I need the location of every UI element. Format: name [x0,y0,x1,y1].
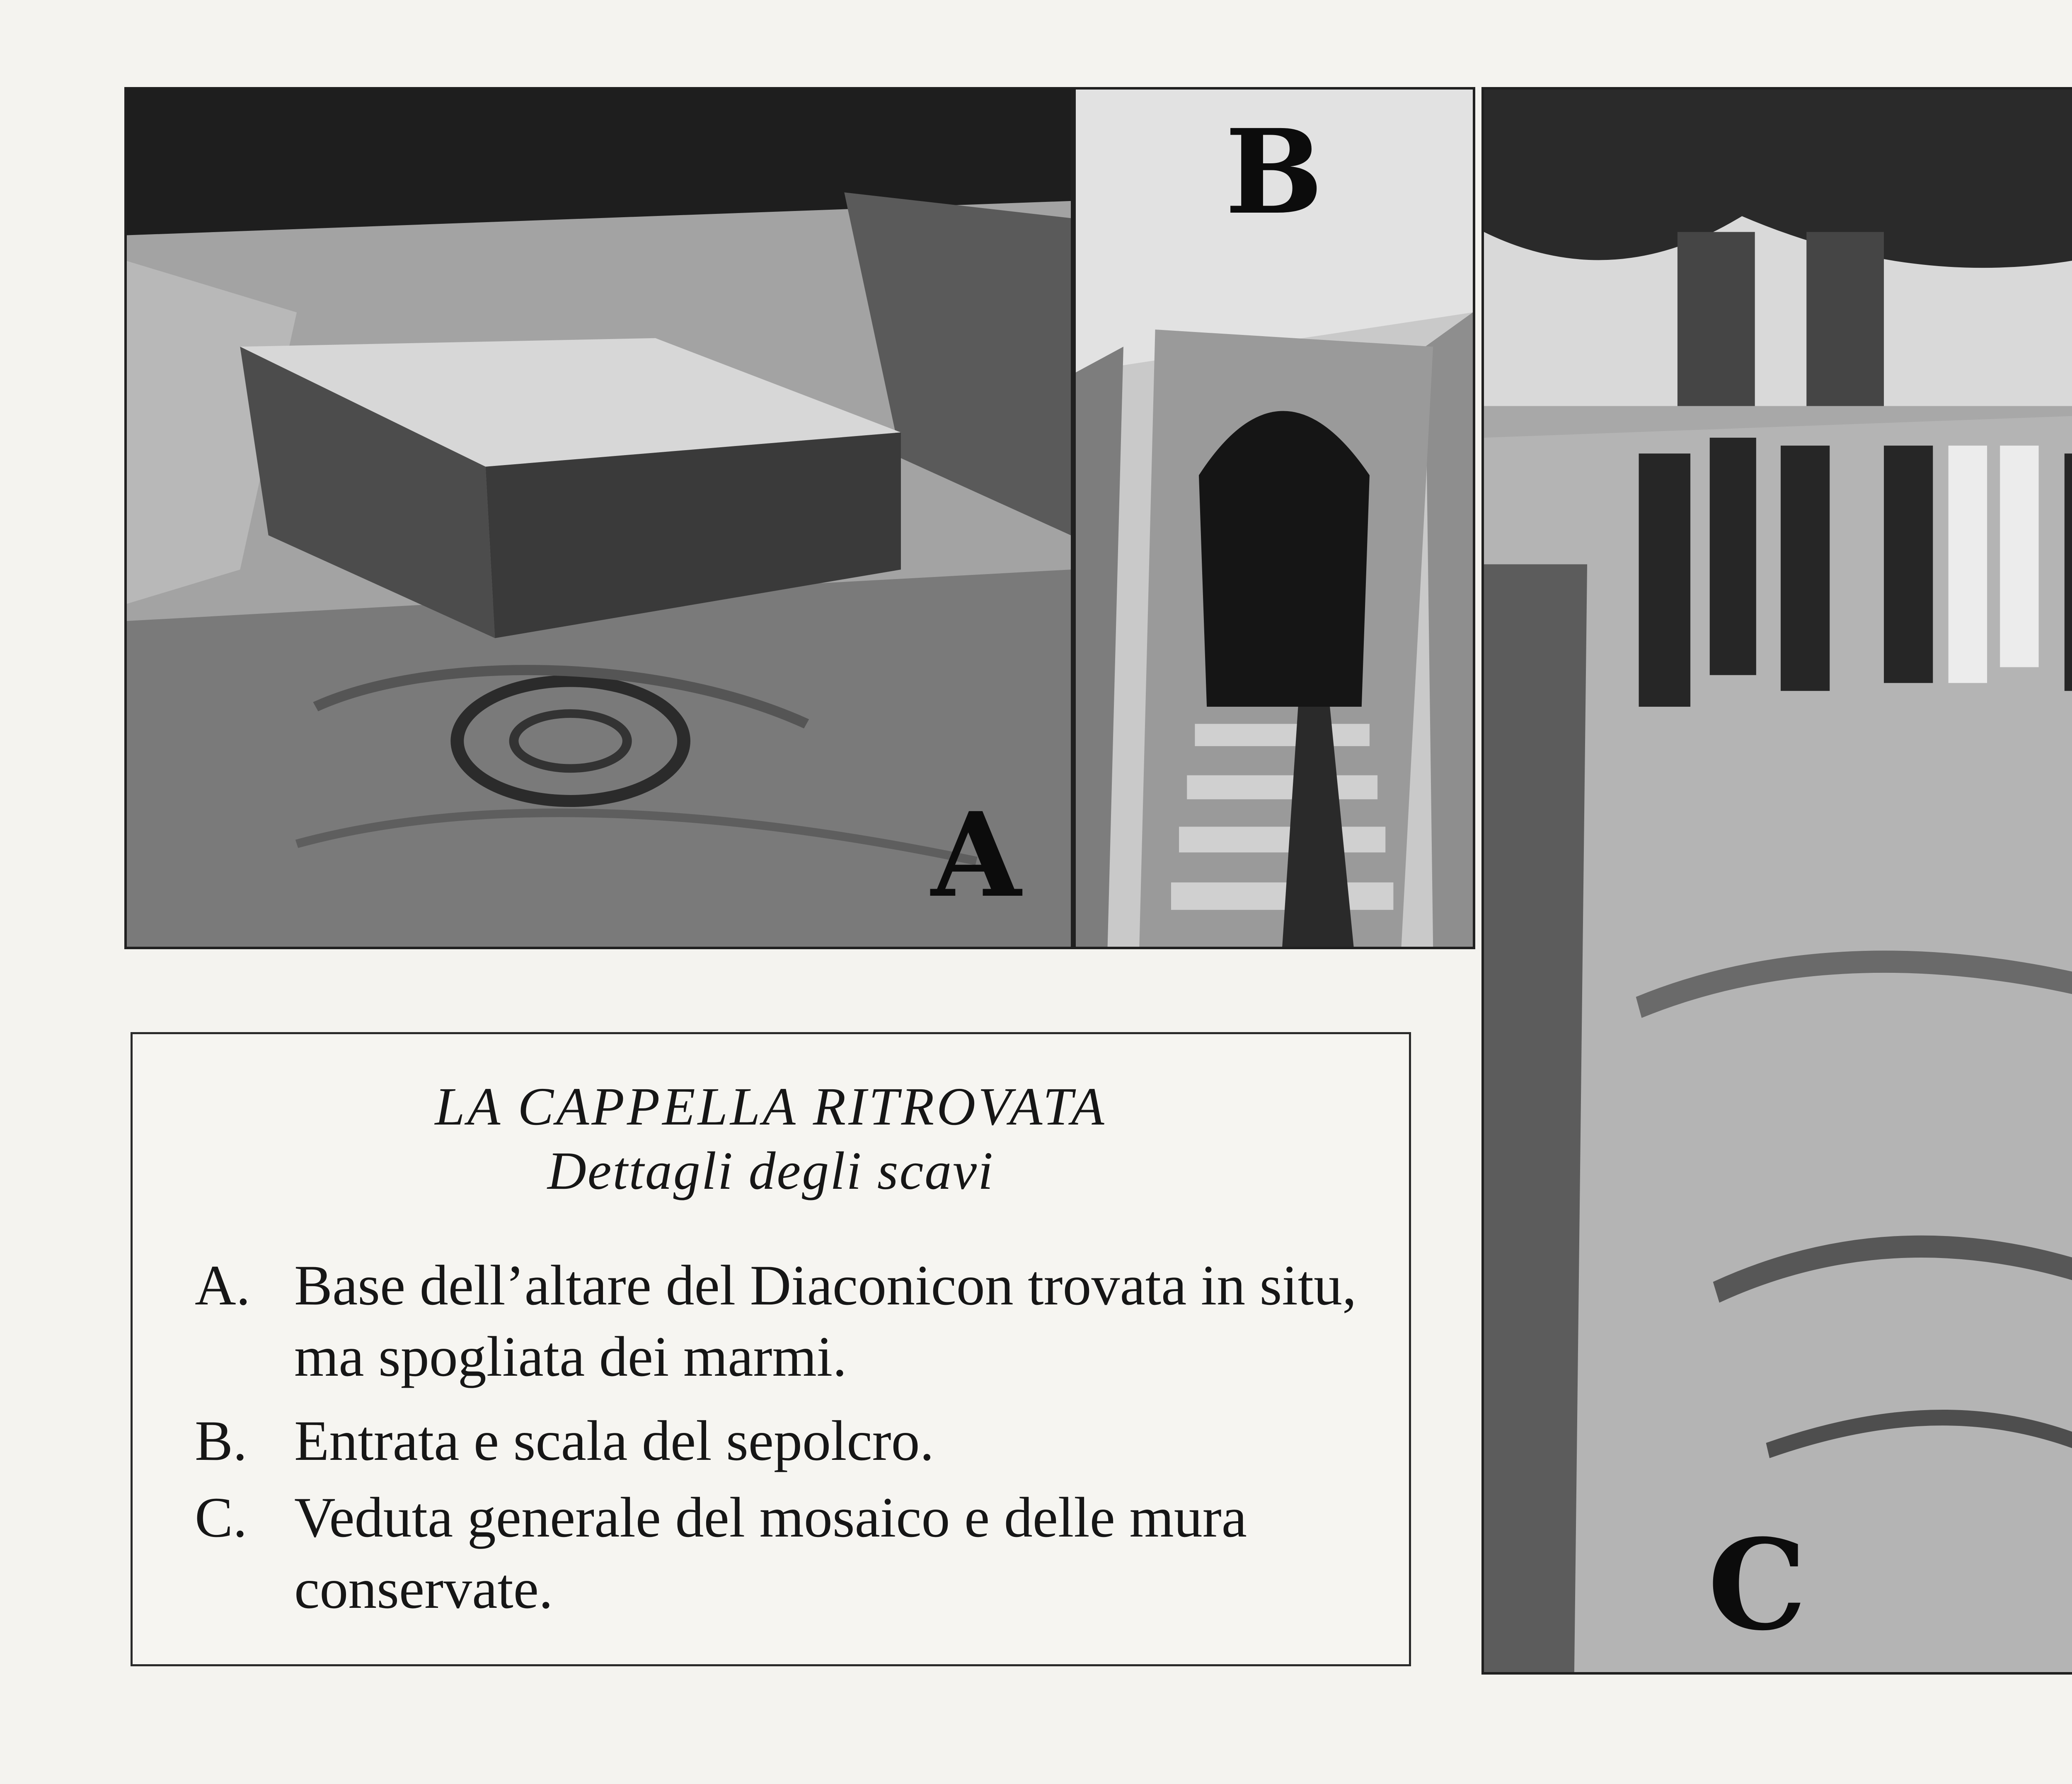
legend-item [195,1250,1380,1399]
caption-box [131,1032,1411,1666]
photo-letter-a: A [931,787,1021,924]
legend-text: Veduta generale del mosaico e delle mura conservate. [294,1486,1247,1620]
legend-letter: B. [195,1409,247,1472]
caption-title: LA CAPPELLA RITROVATA [435,1077,1107,1137]
photo-mosaic-overview-illustration [1484,90,2072,1672]
legend-item [195,1482,1380,1631]
legend-letter: C. [195,1486,247,1549]
photo-letter-c: C [1708,1512,1807,1658]
legend-text: Entrata e scala del sepolcro. [294,1409,934,1472]
legend-text: Base dell’altare del Diaconicon trovata in situ, ma spogliata dei marmi. [294,1253,1357,1388]
photo-mosaic-overview [1481,87,2072,1675]
caption-subtitle: Dettagli degli scavi [547,1141,995,1201]
legend-item [195,1405,1380,1480]
photo-altar-base-illustration [127,90,1071,947]
legend-letter: A. [195,1253,251,1317]
photo-altar-base [124,87,1073,949]
photo-tomb-entrance [1073,87,1475,949]
photo-letter-b: B [1225,104,1323,240]
